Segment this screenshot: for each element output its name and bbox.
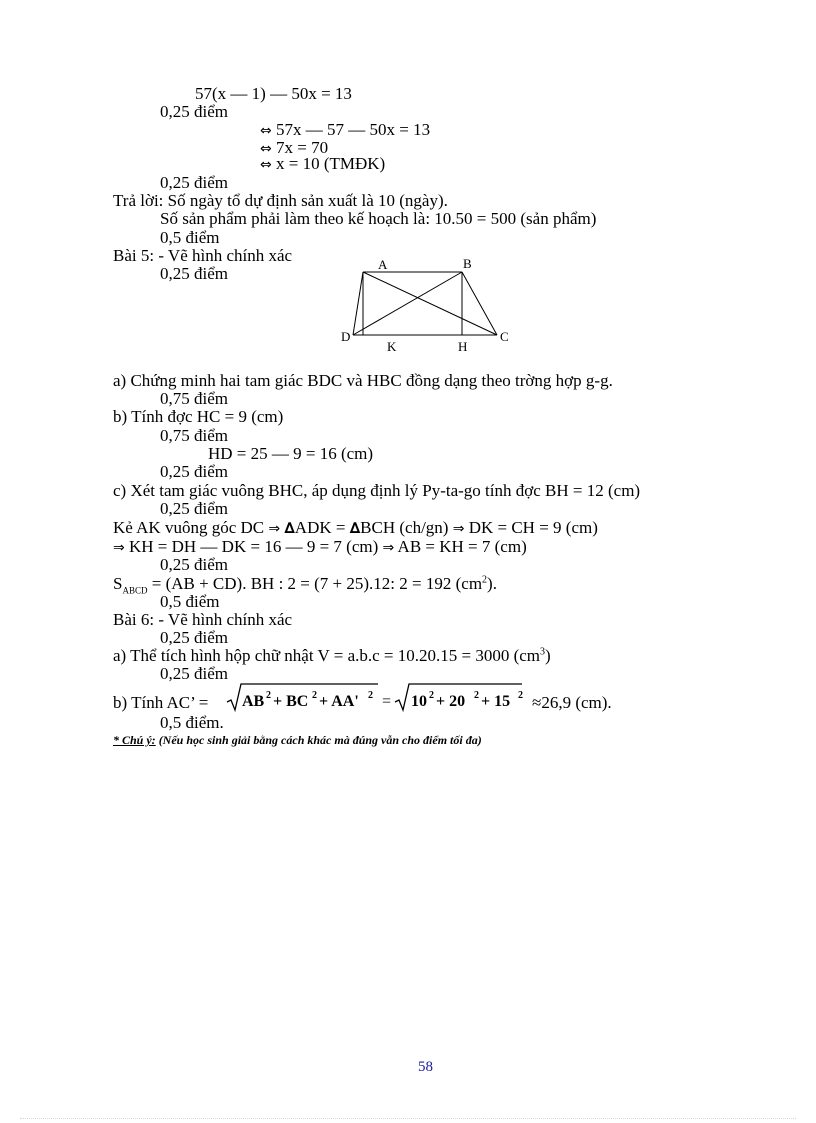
svg-text:2: 2 [518, 690, 523, 701]
label-k: K [387, 339, 397, 353]
ac-line-label: b) Tính AC’ = [113, 693, 209, 712]
label-b: B [463, 256, 472, 271]
label-h: H [458, 339, 468, 353]
part-b-line: b) Tính đợc HC = 9 (cm) [113, 407, 284, 426]
segment-bc [462, 272, 497, 335]
equivalence-icon: ⇔ [260, 123, 272, 139]
note-line: * Chú ý: (Nếu học sinh giải bằng cách khác mà đúng vẫn cho điểm tối đa) [113, 733, 482, 747]
equivalence-icon: ⇔ [260, 157, 272, 173]
ak-line: Kẻ AK vuông góc DC ⇒ ∆ADK = ∆BCH (ch/gn) ⇒ DK = CH = 9 (cm) [113, 518, 598, 537]
svg-text:10: 10 [411, 693, 427, 710]
ac-formula [226, 680, 526, 714]
score-line: 0,5 điểm [160, 228, 220, 247]
score-line: 0,25 điểm [160, 664, 228, 683]
svg-text:AB: AB [242, 693, 265, 710]
triangle-icon: ∆ [349, 519, 361, 537]
label-a: A [378, 257, 388, 272]
implies-icon: ⇒ [452, 521, 465, 537]
page-bottom-divider [20, 1118, 796, 1119]
svg-text:+ 15: + 15 [481, 693, 511, 710]
volume-line: a) Thể tích hình hộp chữ nhật V = a.b.c = 10.20.15 = 3000 $(cm^3)$ [113, 646, 551, 665]
svg-text:2: 2 [368, 690, 373, 701]
score-line: 0,25 điểm [160, 555, 228, 574]
equation-line-4: ⇔ x = 10 (TMĐK) [260, 154, 386, 173]
hd-line: HD = 25 — 9 = 16 (cm) [208, 444, 374, 463]
ac-result: ≈26,9 (cm). [532, 693, 612, 712]
label-c: C [500, 329, 509, 344]
score-line: 0,25 điểm [160, 499, 228, 518]
implies-icon: ⇒ [382, 540, 395, 556]
exercise-5-heading: Bài 5: - Vẽ hình chính xác [113, 246, 293, 265]
answer-line: Trả lời: Số ngày tổ dự định sản xuất là 10 (ngày). [113, 191, 448, 210]
equation-line-2: ⇔ 57x — 57 — 50x = 13 [260, 120, 431, 139]
part-c-line: c) Xét tam giác vuông BHC, áp dụng định lý Py-ta-go tính đợc BH = 12 (cm) [113, 481, 641, 500]
trapezoid-diagram [335, 253, 515, 353]
area-line: $S_{ABCD} = (AB + CD)$. BH : 2 = (7 + 25).12: 2 = 192 $(cm^2)$. [113, 574, 497, 596]
label-d: D [341, 329, 351, 344]
score-line: 0,25 điểm [160, 102, 228, 121]
score-line: 0,25 điểm [160, 462, 228, 481]
score-line: 0,25 điểm [160, 173, 228, 192]
segment-ad [353, 272, 363, 335]
score-line: 0,25 điểm [160, 264, 228, 283]
equation-line-1: 57(x — 1) — 50x = 13 [195, 84, 352, 103]
svg-text:+ BC: + BC [273, 693, 309, 710]
svg-text:2: 2 [474, 690, 479, 701]
svg-text:=: = [382, 693, 392, 710]
diagonal-ac [363, 272, 497, 335]
score-line: 0,75 điểm [160, 389, 228, 408]
kh-line: ⇒ KH = DH — DK = 16 — 9 = 7 (cm) ⇒ AB = KH = 7 (cm) [113, 537, 527, 556]
svg-text:+ 20: + 20 [436, 693, 466, 710]
score-line: 0,75 điểm [160, 426, 228, 445]
equation-line-3: ⇔ 7x = 70 [260, 138, 329, 157]
score-line: 0,5 điểm [160, 592, 220, 611]
score-line: 0,25 điểm [160, 628, 228, 647]
diagonal-bd [353, 272, 462, 335]
svg-text:2: 2 [429, 690, 434, 701]
svg-text:+ AA': + AA' [319, 693, 359, 710]
exercise-6-heading: Bài 6: - Vẽ hình chính xác [113, 610, 293, 629]
svg-text:2: 2 [266, 690, 271, 701]
svg-text:2: 2 [312, 690, 317, 701]
implies-icon: ⇒ [113, 540, 125, 556]
implies-icon: ⇒ [268, 521, 281, 537]
triangle-icon: ∆ [284, 519, 295, 537]
products-line: Số sản phẩm phải làm theo kế hoạch là: 10.50 = 500 (sản phẩm) [160, 209, 597, 228]
score-line: 0,5 điểm. [160, 713, 224, 732]
equivalence-icon: ⇔ [260, 141, 272, 157]
page-number: 58 [418, 1059, 433, 1075]
part-a-line: a) Chứng minh hai tam giác BDC và HBC đồng dạng theo trờng hợp g-g. [113, 371, 613, 390]
